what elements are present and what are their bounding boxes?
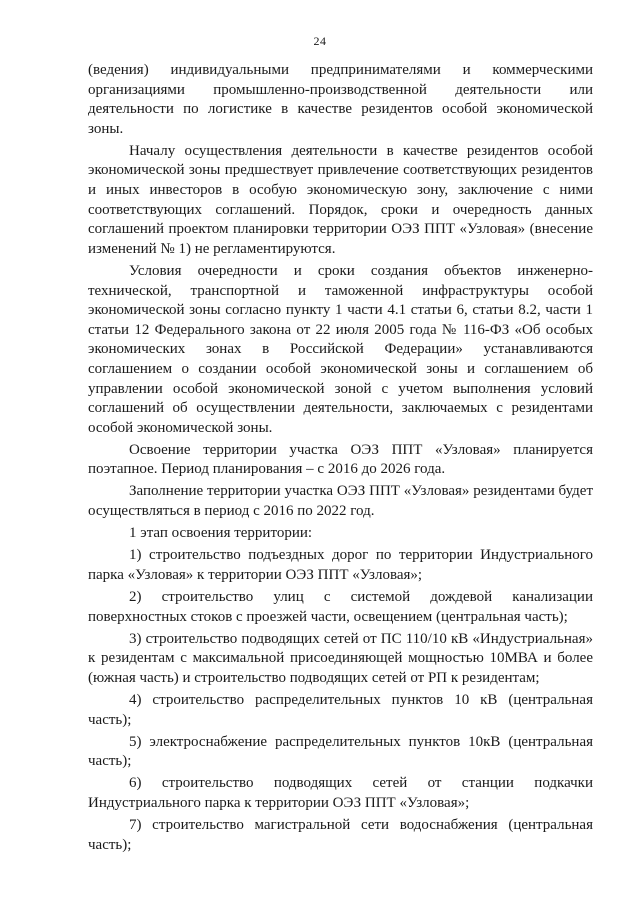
- list-item-4: 4) строительство распределительных пунктов 10 кВ (центральная часть);: [88, 691, 593, 728]
- list-item-5: 5) электроснабжение распределительных пунктов 10кВ (центральная часть);: [88, 733, 593, 770]
- paragraph-resident-agreements: Началу осуществления деятельности в качестве резидентов особой экономической зоны предшествует привлечение соответствующих резидентов и иных инвесторов в особую экономическую зону, заключение с ними соответствующих соглашений. Порядок, сроки и очередность данных соглашений проектом планировки территории ОЭЗ ППТ «Узловая» (внесение изменений № 1) не регламентируются.: [88, 142, 593, 257]
- list-item-1: 1) строительство подъездных дорог по территории Индустриального парка «Узловая» к территории ОЭЗ ППТ «Узловая»;: [88, 547, 593, 583]
- list-item-7: 7) строительство магистральной сети водоснабжения (центральная часть);: [88, 816, 593, 853]
- paragraph-activity-types: (ведения) индивидуальными предпринимателями и коммерческими организациями промышленно-производственной деятельности или деятельности по логистике в качестве резидентов особой экономической зоны.: [88, 62, 593, 137]
- list-item-3: 3) строительство подводящих сетей от ПС 110/10 кВ «Индустриальная» к резидентам с максимальной присоединяющей мощностью 10МВА и более (южная часть) и строительство подводящих сетей от РП к резидентам;: [88, 630, 593, 686]
- paragraph-resident-filling: Заполнение территории участка ОЭЗ ППТ «Узловая» резидентами будет осуществляться в период с 2016 по 2022 год.: [88, 483, 593, 520]
- paragraph-infrastructure-conditions: Условия очередности и сроки создания объектов инженерно-технической, транспортной и таможенной инфраструктуры особой экономической зоны согласно пункту 1 части 4.1 статьи 6, статьи 8.2, части 1 статьи 12 Федерального закона от 22 июля 2005 года № 116-ФЗ «Об особых экономических зонах в Российской Федерации» устанавливаются соглашением о создании особой экономической зоны и соглашением об управлении особой экономической зоной с учетом выполнения условий соглашений об осуществлении деятельности, заключаемых с резидентами особой экономической зоны.: [88, 262, 593, 436]
- list-item-2: 2) строительство улиц с системой дождевой канализации поверхностных стоков с проезжей части, освещением (центральная часть);: [88, 588, 593, 625]
- list-item-6: 6) строительство подводящих сетей от станции подкачки Индустриального парка к территории ОЭЗ ППТ «Узловая»;: [88, 775, 593, 811]
- paragraph-stage-heading: 1 этап освоения территории:: [129, 525, 313, 542]
- document-body: [88, 61, 593, 858]
- page-number: 24: [313, 34, 327, 48]
- paragraph-development-period: Освоение территории участка ОЭЗ ППТ «Узловая» планируется поэтапное. Период планирования – с 2016 до 2026 года.: [88, 441, 593, 478]
